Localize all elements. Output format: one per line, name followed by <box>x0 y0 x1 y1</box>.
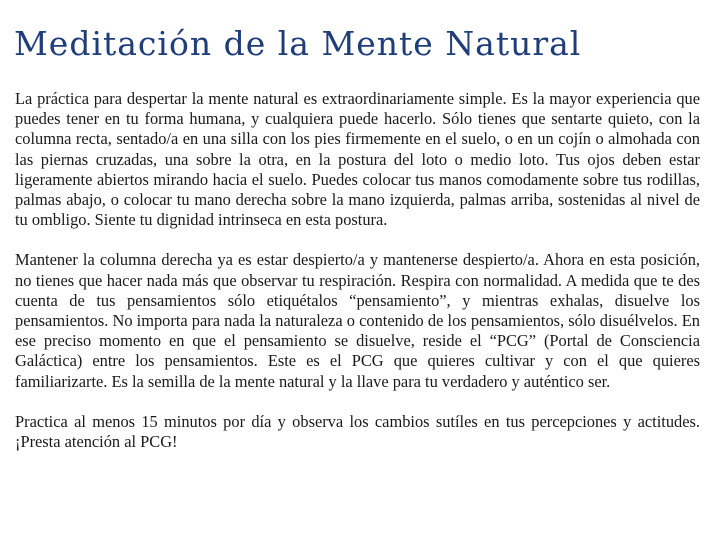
page-title: Meditación de la Mente Natural <box>14 24 582 63</box>
document-body <box>15 89 700 452</box>
paragraph-breathing: Mantener la columna derecha ya es estar despierto/a y mantenerse despierto/a. Ahora en esta posición, no tienes que hacer nada más que observar tu respiración. Respira con normalidad. A medida que te des cuenta de tus pensamientos sólo etiquétalos “pensamiento”, y mientras exhalas, disuelve los pensamientos. No importa para nada la naturaleza o contenido de los pensamientos, sólo disuélvelos. En ese preciso momento en que el pensamiento se disuelve, reside el “PCG” (Portal de Consciencia Galáctica) entre los pensamientos. Este es el PCG que quieres cultivar y con el que quieres familiarizarte. Es la semilla de la mente natural y la llave para tu verdadero y auténtico ser. <box>15 250 700 391</box>
paragraph-practice: Practica al menos 15 minutos por día y observa los cambios sutíles en tus percepciones y actitudes. ¡Presta atención al PCG! <box>15 411 700 452</box>
paragraph-posture: La práctica para despertar la mente natural es extraordinariamente simple. Es la mayor experiencia que puedes tener en tu forma humana, y cualquiera puede hacerlo. Sólo tienes que sentarte quieto, con la columna recta, sentado/a en una silla con los pies firmemente en el suelo, o en un cojín o almohada con las piernas cruzadas, una sobre la otra, en la postura del loto o medio loto. Tus ojos deben estar ligeramente abiertos mirando hacia el suelo. Puedes colocar tus manos comodamente sobre tus rodillas, palmas abajo, o colocar tu mano derecha sobre la mano izquierda, palmas arriba, sostenidas al nivel de tu ombligo. Siente tu dignidad intrinseca en esta postura. <box>15 89 700 230</box>
